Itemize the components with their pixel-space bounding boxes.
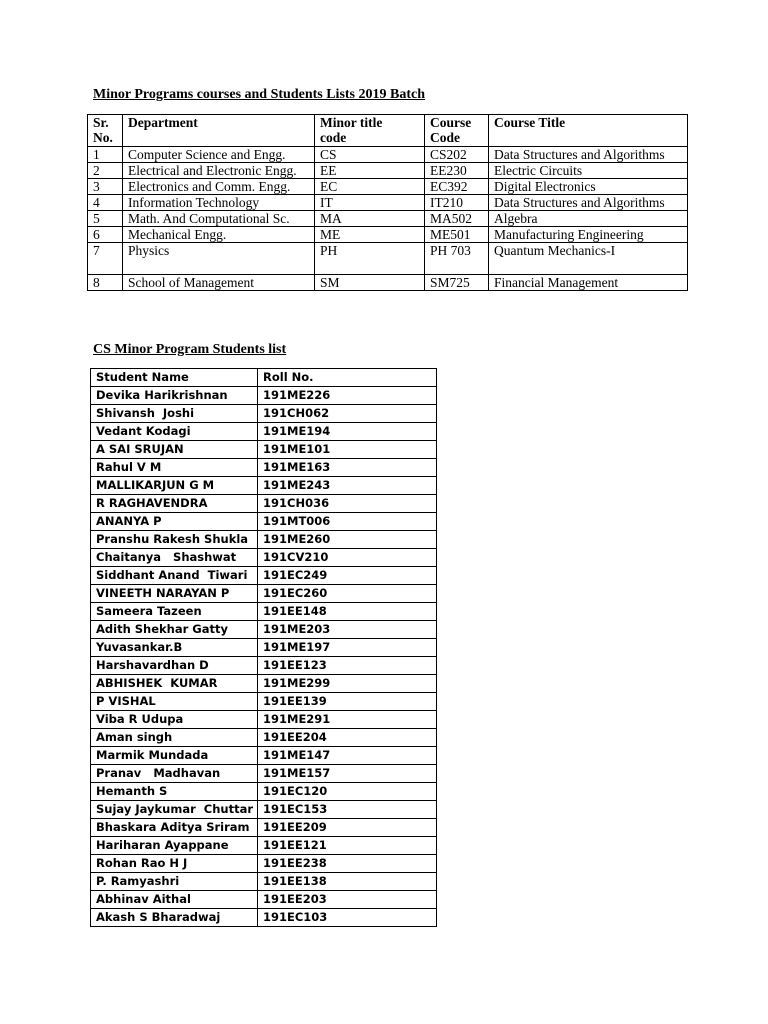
student-row: [91, 531, 437, 549]
students-table: [90, 368, 437, 927]
student-row: [91, 855, 437, 873]
cell-roll-no: 191CV210: [258, 549, 437, 567]
student-row: [91, 675, 437, 693]
cell-minor-code: CS: [315, 147, 425, 163]
cell-srno: 3: [88, 179, 123, 195]
student-row: [91, 765, 437, 783]
cell-student-name: Harshavardhan D: [91, 657, 258, 675]
student-row: [91, 549, 437, 567]
student-row: [91, 423, 437, 441]
header-minor-line1: Minor title: [320, 115, 383, 130]
cell-roll-no: 191ME194: [258, 423, 437, 441]
cell-student-name: Akash S Bharadwaj: [91, 909, 258, 927]
cell-srno: 6: [88, 227, 123, 243]
student-row: [91, 819, 437, 837]
cell-roll-no: 191EC249: [258, 567, 437, 585]
header-roll-no: Roll No.: [258, 369, 437, 387]
cell-roll-no: 191EE138: [258, 873, 437, 891]
student-row: [91, 837, 437, 855]
cell-student-name: Siddhant Anand Tiwari: [91, 567, 258, 585]
student-row: [91, 567, 437, 585]
cell-course-code: CS202: [425, 147, 489, 163]
cell-minor-code: ME: [315, 227, 425, 243]
cell-course-title: Manufacturing Engineering: [489, 227, 688, 243]
student-row: [91, 459, 437, 477]
header-minor-code: [315, 115, 425, 147]
cell-roll-no: 191ME147: [258, 747, 437, 765]
header-minor-line2: code: [320, 130, 347, 145]
cell-roll-no: 191EC260: [258, 585, 437, 603]
cell-student-name: Vedant Kodagi: [91, 423, 258, 441]
cell-student-name: Hariharan Ayappane: [91, 837, 258, 855]
cell-student-name: R RAGHAVENDRA: [91, 495, 258, 513]
cell-roll-no: 191ME299: [258, 675, 437, 693]
header-srno: [88, 115, 123, 147]
cell-student-name: Pranav Madhavan: [91, 765, 258, 783]
cell-roll-no: 191MT006: [258, 513, 437, 531]
cell-student-name: Sujay Jaykumar Chuttar: [91, 801, 258, 819]
course-row: [88, 275, 688, 291]
cell-student-name: Aman singh: [91, 729, 258, 747]
cell-department: Electronics and Comm. Engg.: [123, 179, 315, 195]
cell-srno: 5: [88, 211, 123, 227]
course-row: [88, 243, 688, 275]
cell-student-name: Abhinav Aithal: [91, 891, 258, 909]
cell-student-name: ABHISHEK KUMAR: [91, 675, 258, 693]
cell-course-code: MA502: [425, 211, 489, 227]
header-srno-line2: No.: [93, 130, 113, 145]
cell-student-name: P. Ramyashri: [91, 873, 258, 891]
cell-course-code: EC392: [425, 179, 489, 195]
student-row: [91, 513, 437, 531]
cell-roll-no: 191EE203: [258, 891, 437, 909]
cell-student-name: Pranshu Rakesh Shukla: [91, 531, 258, 549]
cell-department: Math. And Computational Sc.: [123, 211, 315, 227]
student-row: [91, 747, 437, 765]
cell-minor-code: IT: [315, 195, 425, 211]
header-course-code: [425, 115, 489, 147]
cell-course-title: Algebra: [489, 211, 688, 227]
cell-department: School of Management: [123, 275, 315, 291]
cell-department: Computer Science and Engg.: [123, 147, 315, 163]
cell-roll-no: 191CH062: [258, 405, 437, 423]
students-header-row: [91, 369, 437, 387]
cell-minor-code: SM: [315, 275, 425, 291]
cell-course-code: SM725: [425, 275, 489, 291]
student-row: [91, 783, 437, 801]
cell-roll-no: 191ME226: [258, 387, 437, 405]
cell-department: Mechanical Engg.: [123, 227, 315, 243]
cell-department: Physics: [123, 243, 315, 275]
cell-student-name: Bhaskara Aditya Sriram: [91, 819, 258, 837]
header-course-code-line1: Course: [430, 115, 472, 130]
courses-heading: Minor Programs courses and Students Lists 2019 Batch: [93, 87, 426, 102]
cell-student-name: VINEETH NARAYAN P: [91, 585, 258, 603]
student-row: [91, 405, 437, 423]
courses-table: [87, 114, 688, 291]
cell-student-name: A SAI SRUJAN: [91, 441, 258, 459]
cell-roll-no: 191ME243: [258, 477, 437, 495]
student-row: [91, 477, 437, 495]
cell-student-name: Devika Harikrishnan: [91, 387, 258, 405]
student-row: [91, 873, 437, 891]
cell-course-title: Electric Circuits: [489, 163, 688, 179]
cell-department: Information Technology: [123, 195, 315, 211]
cell-roll-no: 191ME163: [258, 459, 437, 477]
cell-roll-no: 191EE238: [258, 855, 437, 873]
cell-roll-no: 191ME157: [258, 765, 437, 783]
student-row: [91, 639, 437, 657]
cell-minor-code: MA: [315, 211, 425, 227]
cell-student-name: Hemanth S: [91, 783, 258, 801]
header-student-name: Student Name: [91, 369, 258, 387]
cell-course-title: Data Structures and Algorithms: [489, 147, 688, 163]
student-row: [91, 657, 437, 675]
student-row: [91, 495, 437, 513]
header-srno-line1: Sr.: [93, 115, 109, 130]
cell-course-code: ME501: [425, 227, 489, 243]
course-row: [88, 227, 688, 243]
student-row: [91, 441, 437, 459]
students-heading: CS Minor Program Students list: [93, 342, 287, 357]
student-row: [91, 621, 437, 639]
cell-roll-no: 191EE148: [258, 603, 437, 621]
header-course-title: Course Title: [489, 115, 688, 147]
cell-roll-no: 191EE204: [258, 729, 437, 747]
student-row: [91, 585, 437, 603]
cell-student-name: ANANYA P: [91, 513, 258, 531]
cell-roll-no: 191ME260: [258, 531, 437, 549]
course-row: [88, 147, 688, 163]
cell-course-code: PH 703: [425, 243, 489, 275]
cell-course-title: Digital Electronics: [489, 179, 688, 195]
cell-student-name: Yuvasankar.B: [91, 639, 258, 657]
student-row: [91, 711, 437, 729]
cell-roll-no: 191EE121: [258, 837, 437, 855]
cell-roll-no: 191EE123: [258, 657, 437, 675]
cell-student-name: P VISHAL: [91, 693, 258, 711]
cell-srno: 1: [88, 147, 123, 163]
cell-student-name: Rohan Rao H J: [91, 855, 258, 873]
cell-course-title: Financial Management: [489, 275, 688, 291]
cell-roll-no: 191ME101: [258, 441, 437, 459]
cell-student-name: Sameera Tazeen: [91, 603, 258, 621]
cell-minor-code: EC: [315, 179, 425, 195]
cell-roll-no: 191CH036: [258, 495, 437, 513]
student-row: [91, 909, 437, 927]
cell-student-name: Rahul V M: [91, 459, 258, 477]
course-row: [88, 211, 688, 227]
cell-roll-no: 191EC103: [258, 909, 437, 927]
cell-roll-no: 191EC153: [258, 801, 437, 819]
student-row: [91, 693, 437, 711]
student-row: [91, 801, 437, 819]
cell-roll-no: 191ME203: [258, 621, 437, 639]
courses-header-row: [88, 115, 688, 147]
student-row: [91, 603, 437, 621]
cell-minor-code: PH: [315, 243, 425, 275]
cell-student-name: Shivansh Joshi: [91, 405, 258, 423]
cell-department: Electrical and Electronic Engg.: [123, 163, 315, 179]
cell-course-code: EE230: [425, 163, 489, 179]
student-row: [91, 891, 437, 909]
cell-student-name: Marmik Mundada: [91, 747, 258, 765]
cell-minor-code: EE: [315, 163, 425, 179]
course-row: [88, 163, 688, 179]
cell-course-code: IT210: [425, 195, 489, 211]
cell-course-title: Quantum Mechanics-I: [489, 243, 688, 275]
course-row: [88, 179, 688, 195]
cell-course-title: Data Structures and Algorithms: [489, 195, 688, 211]
cell-srno: 2: [88, 163, 123, 179]
course-row: [88, 195, 688, 211]
header-department: Department: [123, 115, 315, 147]
student-row: [91, 387, 437, 405]
cell-roll-no: 191EE139: [258, 693, 437, 711]
cell-srno: 7: [88, 243, 123, 275]
cell-student-name: Viba R Udupa: [91, 711, 258, 729]
cell-roll-no: 191EC120: [258, 783, 437, 801]
student-row: [91, 729, 437, 747]
cell-roll-no: 191EE209: [258, 819, 437, 837]
cell-srno: 8: [88, 275, 123, 291]
cell-student-name: MALLIKARJUN G M: [91, 477, 258, 495]
cell-srno: 4: [88, 195, 123, 211]
header-course-code-line2: Code: [430, 130, 460, 145]
cell-roll-no: 191ME291: [258, 711, 437, 729]
cell-student-name: Chaitanya Shashwat: [91, 549, 258, 567]
cell-roll-no: 191ME197: [258, 639, 437, 657]
cell-student-name: Adith Shekhar Gatty: [91, 621, 258, 639]
